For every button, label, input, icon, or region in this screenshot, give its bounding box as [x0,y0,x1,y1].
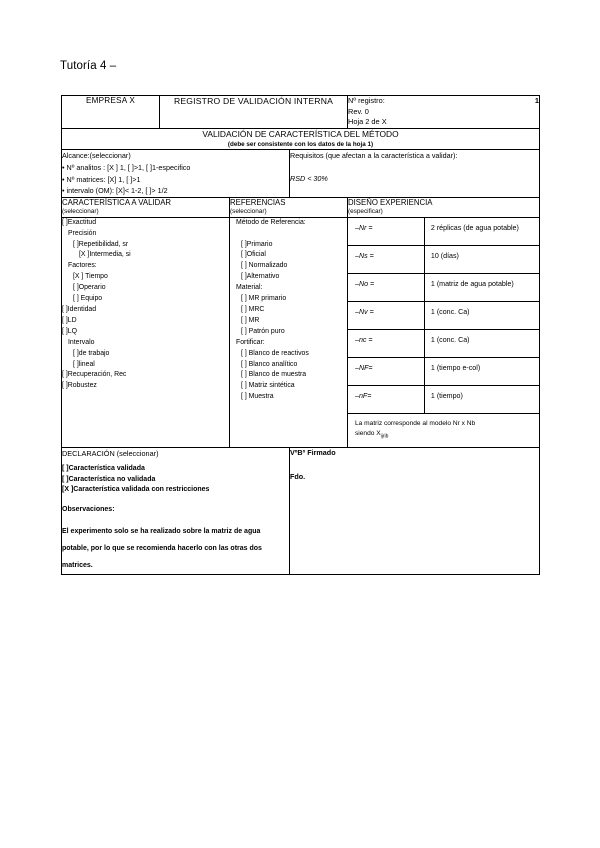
referencias-item-4[interactable]: [ ] Normalizado [241,262,288,270]
page-title: Tutoría 4 – [60,60,117,72]
document-title-cell: REGISTRO DE VALIDACIÓN INTERNA [160,96,348,129]
diseno-row [348,301,539,329]
section-header-referencias [230,198,348,218]
revision-label: Rev. 0 [348,106,369,116]
section-header-diseno [348,198,540,218]
diseno-label-6 [348,385,424,413]
declaration-row [62,448,540,575]
diseno-label-0 [348,218,424,246]
caracteristica-item-3[interactable]: [X ]Intermedia, si [79,251,131,259]
scope-cell [62,150,290,198]
referencias-item-12[interactable]: [ ] Blanco de reactivos [241,349,309,357]
caracteristica-item-11: Intervalo [68,338,95,346]
diseno-row [348,273,539,301]
registry-label: Nº registro: [348,96,385,105]
caracteristica-item-7[interactable]: [ ] Equipo [73,295,103,303]
diseno-label-text: –No = [355,279,375,288]
requirements-cell [290,150,540,198]
diseno-value-6[interactable]: 1 (tiempo) [424,385,539,413]
signature-fdo: Fdo. [290,471,306,481]
diseno-label-3 [348,301,424,329]
diseno-note-subscript: ijrib [380,433,389,440]
banner-subtitle: (debe ser consistente con los datos de la hoja 1) [227,140,374,148]
diseno-label-4 [348,329,424,357]
caracteristica-item-4: Factores: [68,262,97,270]
requirements-label: Requisitos (que afectan a la característica a validar): [290,151,458,161]
referencias-checklist [230,217,348,447]
registry-number: 1 [534,96,540,105]
diseno-row [348,218,539,246]
scope-line-analitos: • Nº analitos : [X ] 1, [ ]>1, [ ]1-especifico [62,163,191,173]
section-sub-referencias: (seleccionar) [230,208,267,216]
caracteristica-item-2[interactable]: [ ]Repetibilidad, sr [73,240,129,248]
caracteristica-checklist [62,217,230,447]
caracteristica-item-6[interactable]: [ ]Operario [73,284,106,292]
referencias-item-11: Fortificar: [236,338,265,346]
caracteristica-item-1: Precisión [68,229,97,237]
observations-line-3: matrices. [62,561,93,569]
referencias-item-5[interactable]: [ ]Alternativo [241,273,280,281]
diseno-note [348,414,539,447]
referencias-spacer [230,229,347,240]
rsd-value: < 30% [307,173,328,183]
registry-number-line [348,96,539,107]
section-content-row [62,217,540,447]
scope-line-matrices: • Nº matrices: [X] 1, [ ]>1 [62,174,141,184]
section-headers-row [62,198,540,218]
declaration-title: DECLARACIÓN (seleccionar) [62,449,159,459]
form-header-row [62,96,540,129]
scope-label: Alcance:(seleccionar) [62,151,131,161]
section-title-diseno: DISEÑO EXPERIENCIA [348,198,433,208]
signature-cell [290,448,540,575]
diseno-label-text: –Nv = [355,307,374,316]
diseno-note-line2 [355,429,533,441]
diseno-label-text: –NF= [355,363,373,372]
section-title-caracteristica: CARACTERÍSTICA A VALIDAR [62,198,172,208]
caracteristica-item-0[interactable]: [ ]Exactitud [62,218,97,226]
referencias-item-13[interactable]: [ ] Blanco analítico [241,360,298,368]
diseno-row [348,385,539,413]
diseno-row [348,245,539,273]
observations-text [62,523,289,574]
observations-label: Observaciones: [62,505,115,513]
referencias-item-10[interactable]: [ ] Patrón puro [241,327,285,335]
referencias-item-2[interactable]: [ ]Primario [241,240,273,248]
diseno-label-2 [348,273,424,301]
diseno-table [348,218,539,414]
registry-info-cell [348,96,540,129]
diseno-cell [348,217,540,447]
declaration-option-restricciones[interactable]: [X ]Característica validada con restricciones [62,486,210,494]
section-title-referencias: REFERENCIAS [230,198,286,208]
referencias-item-16[interactable]: [ ] Muestra [241,393,274,401]
section-header-caracteristica [62,198,230,218]
rsd-label: RSD [290,173,306,183]
referencias-item-15[interactable]: [ ] Matriz sintética [241,382,295,390]
caracteristica-item-10[interactable]: [ ]LQ [62,327,77,335]
caracteristica-item-8[interactable]: [ ]Identidad [62,306,97,313]
diseno-label-5 [348,357,424,385]
observations-line-2: potable, por lo que se recomienda hacerlo con las otras dos [62,544,262,552]
referencias-item-6: Material: [236,284,263,292]
referencias-item-14[interactable]: [ ] Blanco de muestra [241,371,307,379]
declaration-cell [62,448,290,575]
banner-cell [62,128,540,150]
referencias-item-7[interactable]: [ ] MR primario [241,295,287,303]
scope-requirements-row [62,150,540,198]
observations-line-1: El experimento solo se ha realizado sobre la matriz de agua [62,527,261,535]
caracteristica-item-14[interactable]: [ ]Recuperación, Rec [62,371,127,379]
diseno-label-text: –nF= [355,391,372,400]
validation-record-form [61,95,540,575]
referencias-item-9[interactable]: [ ] MR [241,316,260,324]
caracteristica-item-9[interactable]: [ ]LD [62,316,77,324]
declaration-option-validada[interactable]: [ ]Característica validada [62,465,145,473]
diseno-row [348,329,539,357]
section-sub-caracteristica: (seleccionar) [62,208,99,216]
section-sub-diseno: (especificar) [348,208,383,216]
diseno-value-4[interactable]: 1 (conc. Ca) [424,329,539,357]
sheet-label: Hoja 2 de X [348,117,387,127]
caracteristica-item-5[interactable]: [X ] Tiempo [73,273,108,281]
referencias-item-8[interactable]: [ ] MRC [241,306,265,313]
referencias-item-0: Método de Referencia: [236,218,306,226]
diseno-label-text: –Nr = [355,223,373,232]
referencias-item-3[interactable]: [ ]Oficial [241,251,266,259]
diseno-value-2[interactable]: 1 (matriz de agua potable) [424,273,539,301]
requirements-rsd [290,173,539,185]
caracteristica-item-15[interactable]: [ ]Robustez [62,382,97,390]
caracteristica-item-12[interactable]: [ ]de trabajo [73,349,110,357]
diseno-label-text: –Ns = [355,251,374,260]
diseno-value-3[interactable]: 1 (conc. Ca) [424,301,539,329]
diseno-label-1 [348,245,424,273]
declaration-option-no-validada[interactable]: [ ]Característica no validada [62,475,156,483]
scope-line-intervalo: • intervalo (OM): [X]< 1-2, [ ]> 1/2 [62,186,168,196]
diseno-row [348,357,539,385]
caracteristica-item-13[interactable]: [ ]lineal [73,360,95,368]
diseno-value-1[interactable]: 10 (días) [424,245,539,273]
banner-title: VALIDACIÓN DE CARACTERÍSTICA DEL MÉTODO [202,128,399,139]
diseno-label-text: –nc = [355,335,373,344]
diseno-value-5[interactable]: 1 (tiempo e-col) [424,357,539,385]
company-cell: EMPRESA X [62,96,160,129]
diseno-note-prefix: siendo X [355,429,381,437]
diseno-note-line1: La matriz corresponde al modelo Nr x Nb [355,419,476,427]
banner-row [62,128,540,150]
signature-vobo: VºBº Firmado [290,448,336,458]
diseno-value-0[interactable]: 2 réplicas (de agua potable) [424,218,539,246]
